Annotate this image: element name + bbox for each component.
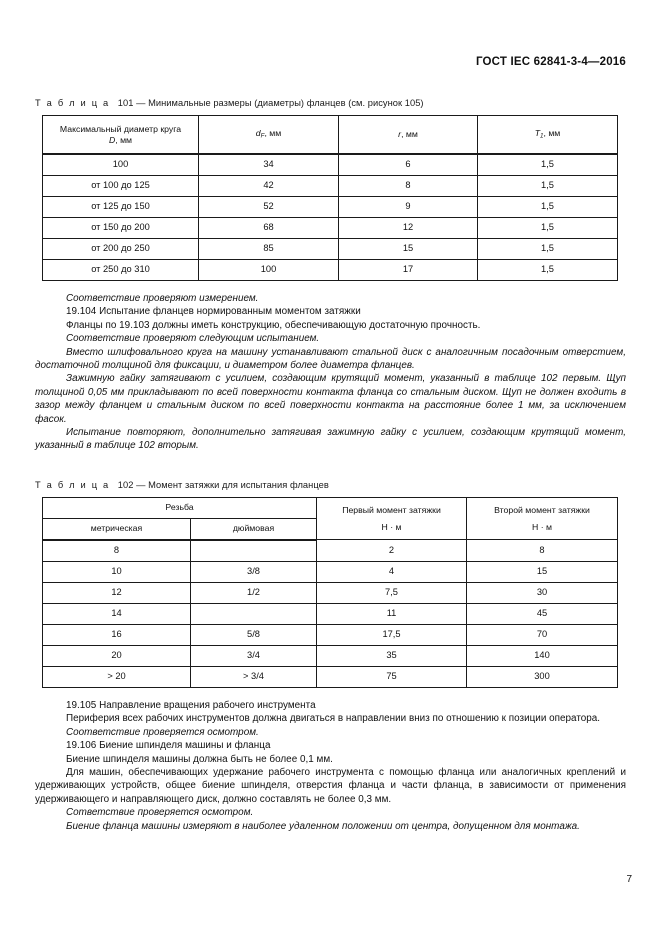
- cell-inch: 1/2: [191, 582, 317, 603]
- cell-diameter: от 150 до 200: [43, 218, 199, 239]
- cell-inch: 5/8: [191, 624, 317, 645]
- paragraph-flange-construction: Фланцы по 19.103 должны иметь конструкцию, обеспечивающую достаточную прочность.: [66, 319, 481, 331]
- header-text-line1: Максимальный диаметр круга: [59, 123, 182, 134]
- table-102-caption-label: Т а б л и ц а: [35, 479, 110, 490]
- table-101-col-header-t1: [478, 116, 618, 155]
- header-symbol-d: d: [255, 128, 261, 139]
- cell-t1: 1,5: [478, 197, 618, 218]
- cell-r: 12: [339, 218, 478, 239]
- cell-second-torque: 300: [467, 666, 618, 687]
- table-102: [42, 497, 618, 688]
- cell-diameter: от 125 до 150: [43, 197, 199, 218]
- paragraph-test-repeat: Испытание повторяют, дополнительно затягивая зажимную гайку с усилием, создающим крутящий момент, указанный в таблице 102 вторым.: [35, 427, 626, 452]
- header-unit-mm: , мм: [264, 128, 282, 139]
- cell-inch: 3/4: [191, 645, 317, 666]
- header-unit-newton-metre: Н · м: [532, 521, 552, 532]
- header-unit-newton-metre: Н · м: [381, 521, 402, 532]
- table-101-body: [43, 154, 618, 281]
- header-unit-mm: , мм: [115, 134, 133, 145]
- table-102-col-header-inch: дюймовая: [191, 518, 317, 540]
- paragraph-flange-runout-measure: Биение фланца машины измеряют в наиболее удаленном положении от центра, допущенном для монтажа.: [66, 820, 580, 832]
- cell-metric: 8: [43, 540, 191, 562]
- cell-df: 100: [199, 260, 339, 281]
- table-102-col-header-first-torque: [317, 497, 467, 540]
- cell-metric: 12: [43, 582, 191, 603]
- cell-df: 68: [199, 218, 339, 239]
- document-header: ГОСТ IEC 62841-3-4—2016: [475, 56, 626, 68]
- table-101-caption-label: Т а б л и ц а: [35, 98, 110, 108]
- cell-second-torque: 30: [467, 582, 618, 603]
- table-row: [43, 645, 618, 666]
- cell-diameter: от 100 до 125: [43, 176, 199, 197]
- cell-first-torque: 11: [317, 603, 467, 624]
- table-102-col-header-metric: метрическая: [43, 518, 191, 540]
- header-unit-mm: , мм: [401, 129, 418, 140]
- cell-second-torque: 45: [467, 603, 618, 624]
- cell-first-torque: 17,5: [317, 624, 467, 645]
- table-102-group-header-thread: Резьба: [43, 497, 317, 518]
- cell-metric: > 20: [43, 666, 191, 687]
- cell-r: 8: [339, 176, 478, 197]
- page-number: 7: [626, 874, 632, 885]
- table-row: [43, 603, 618, 624]
- paragraph-rotation-direction: Периферия всех рабочих инструментов должна двигаться в направлении вниз по отношению к позиции оператора.: [66, 713, 601, 725]
- cell-t1: 1,5: [478, 176, 618, 197]
- table-101-col-header-diameter: [43, 116, 199, 155]
- table-row: [43, 624, 618, 645]
- paragraph-clause-19106: 19.106 Биение шпинделя машины и фланца: [66, 740, 271, 752]
- table-102-caption: [35, 480, 626, 490]
- paragraph-spindle-runout: Биение шпинделя машины должна быть не более 0,1 мм.: [66, 753, 333, 765]
- cell-inch: > 3/4: [191, 666, 317, 687]
- cell-df: 52: [199, 197, 339, 218]
- cell-df: 85: [199, 239, 339, 260]
- paragraph-total-runout: Для машин, обеспечивающих удержание рабочего инструмента с помощью фланца или аналогичных креплений и удерживающих устройств, общее биение шпинделя, отверстия фланца и части фланца, в зависимости от применения удерживающего и направляющего диск, должно составлять не более 0,3 мм.: [35, 766, 626, 805]
- header-subscript-F: F: [260, 132, 265, 140]
- table-row: [43, 154, 618, 176]
- body-block-1: [35, 292, 626, 453]
- cell-second-torque: 70: [467, 624, 618, 645]
- table-102-header-row-1: [43, 497, 618, 518]
- cell-t1: 1,5: [478, 154, 618, 176]
- cell-first-torque: 2: [317, 540, 467, 562]
- table-101-caption-text: 101 — Минимальные размеры (диаметры) фланцев (см. рисунок 105): [117, 98, 424, 108]
- cell-r: 9: [339, 197, 478, 218]
- paragraph-clause-19104: 19.104 Испытание фланцев нормированным моментом затяжки: [66, 306, 361, 318]
- cell-diameter: от 200 до 250: [43, 239, 199, 260]
- table-101-head: [43, 116, 618, 155]
- cell-inch: 3/8: [191, 561, 317, 582]
- table-row: [43, 197, 618, 218]
- cell-df: 42: [199, 176, 339, 197]
- table-row: [43, 176, 618, 197]
- cell-inch: [191, 603, 317, 624]
- paragraph-clause-19105: 19.105 Направление вращения рабочего инструмента: [66, 699, 316, 711]
- cell-second-torque: 140: [467, 645, 618, 666]
- table-102-body: [43, 540, 618, 688]
- header-label-first-torque: Первый момент затяжки: [342, 504, 441, 515]
- paragraph-clamping-nut: Зажимную гайку затягивают с усилием, создающим крутящий момент, указанный в таблице 102 первым. Щуп толщиной 0,05 мм прикладывают по всей поверхности контакта фланца со стальным диском. Щуп не должен входить в зазор между фланцем и стальным диском по всей поверхности контакта на расстояние более 1 мм, за исключением фасок.: [35, 373, 626, 425]
- header-symbol-T: T: [534, 128, 541, 139]
- page-content: [35, 28, 626, 886]
- table-row: [43, 218, 618, 239]
- table-101-caption: [35, 98, 626, 108]
- table-101-header-row: [43, 116, 618, 155]
- cell-second-torque: 8: [467, 540, 618, 562]
- paragraph-compliance-test: Соответствие проверяют следующим испытанием.: [66, 333, 320, 345]
- cell-metric: 10: [43, 561, 191, 582]
- table-102-head: [43, 497, 618, 540]
- table-row: [43, 260, 618, 281]
- cell-diameter: от 250 до 310: [43, 260, 199, 281]
- cell-first-torque: 35: [317, 645, 467, 666]
- body-block-2: [35, 699, 626, 833]
- header-subscript-1: 1: [540, 132, 544, 140]
- table-102-col-header-second-torque: [467, 497, 618, 540]
- table-row: [43, 561, 618, 582]
- table-102-caption-text: 102 — Момент затяжки для испытания фланцев: [117, 479, 329, 490]
- cell-first-torque: 75: [317, 666, 467, 687]
- table-101-col-header-df: [199, 116, 339, 155]
- cell-inch: [191, 540, 317, 562]
- cell-r: 15: [339, 239, 478, 260]
- cell-r: 6: [339, 154, 478, 176]
- cell-metric: 14: [43, 603, 191, 624]
- paragraph-steel-disc: Вместо шлифовального круга на машину устанавливают стальной диск с аналогичным посадочным отверстием, достаточной толщиной для фиксации, и диаметром более диаметра фланцев.: [35, 346, 626, 372]
- header-symbol-r: r: [398, 129, 402, 140]
- cell-metric: 20: [43, 645, 191, 666]
- cell-t1: 1,5: [478, 239, 618, 260]
- table-row: [43, 582, 618, 603]
- cell-second-torque: 15: [467, 561, 618, 582]
- header-symbol-D: D: [108, 134, 116, 145]
- paragraph-compliance-inspection-1: Соответствие проверяется осмотром.: [66, 726, 259, 738]
- paragraph-compliance-measurement: Соответствие проверяют измерением.: [66, 293, 259, 304]
- table-101: [42, 115, 618, 281]
- cell-metric: 16: [43, 624, 191, 645]
- cell-t1: 1,5: [478, 260, 618, 281]
- paragraph-compliance-inspection-2: Сответствие проверяется осмотром.: [66, 807, 254, 819]
- header-unit-mm: , мм: [543, 128, 561, 139]
- cell-t1: 1,5: [478, 218, 618, 239]
- table-row: [43, 239, 618, 260]
- cell-r: 17: [339, 260, 478, 281]
- cell-first-torque: 7,5: [317, 582, 467, 603]
- cell-diameter: 100: [43, 154, 199, 176]
- header-label-second-torque: Второй момент затяжки: [494, 504, 590, 515]
- cell-first-torque: 4: [317, 561, 467, 582]
- table-row: [43, 540, 618, 562]
- cell-df: 34: [199, 154, 339, 176]
- table-row: [43, 666, 618, 687]
- table-101-col-header-r: [339, 116, 478, 155]
